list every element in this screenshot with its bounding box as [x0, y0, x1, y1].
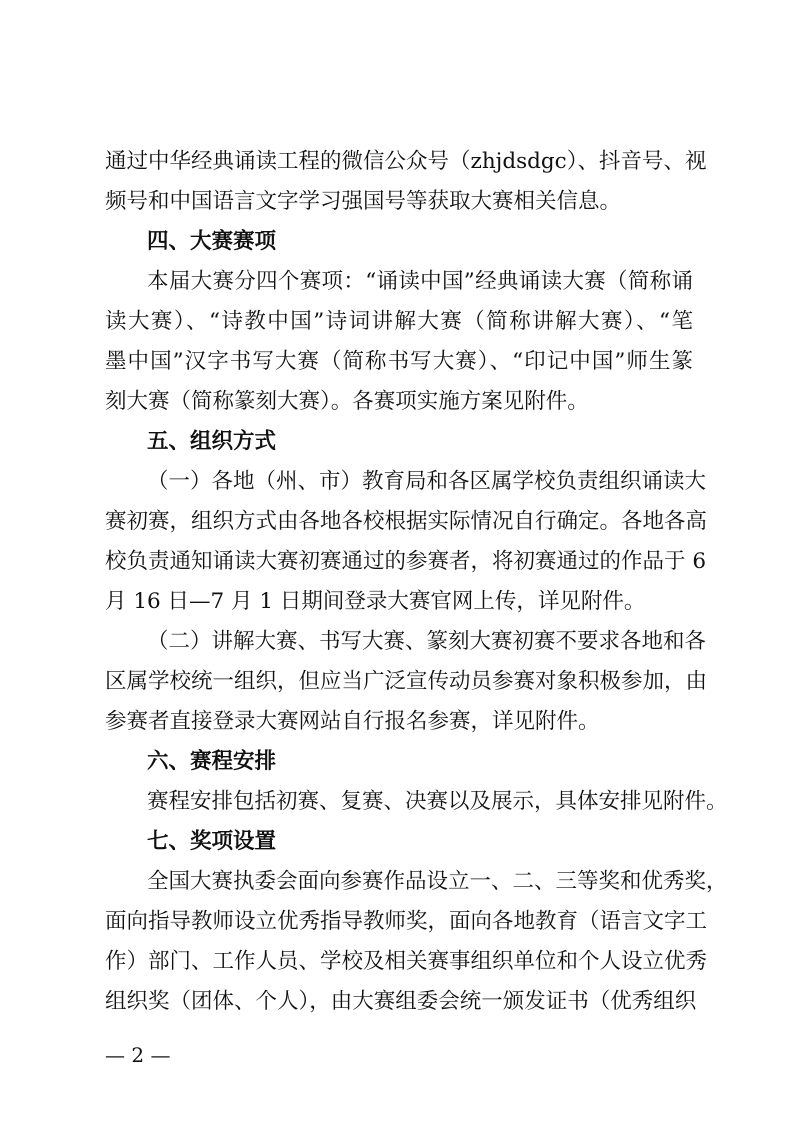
- paragraph-line: 校负责通知诵读大赛初赛通过的参赛者，将初赛通过的作品于 6: [105, 549, 707, 574]
- paragraph-line: 本届大赛分四个赛项：“诵读中国”经典诵读大赛（简称诵: [147, 269, 693, 294]
- section-heading: 五、组织方式: [147, 429, 277, 454]
- paragraph-line: 面向指导教师设立优秀指导教师奖，面向各地教育（语言文字工: [105, 909, 708, 934]
- paragraph-line: 作）部门、工作人员、学校及相关赛事组织单位和个人设立优秀: [105, 949, 708, 974]
- paragraph-line: 月 16 日—7 月 1 日期间登录大赛官网上传，详见附件。: [105, 589, 646, 614]
- paragraph-line: 通过中华经典诵读工程的微信公众号（zhjdsdgc）、抖音号、视: [105, 149, 707, 174]
- paragraph-line: 赛初赛，组织方式由各地各校根据实际情况自行确定。各地各高: [105, 509, 708, 534]
- paragraph-line: 区属学校统一组织，但应当广泛宣传动员参赛对象积极参加，由: [105, 669, 708, 694]
- paragraph-line: 刻大赛（简称篆刻大赛）。各赛项实施方案见附件。: [105, 389, 589, 414]
- paragraph-line: 频号和中国语言文字学习强国号等获取大赛相关信息。: [105, 189, 622, 214]
- paragraph-line: 赛程安排包括初赛、复赛、决赛以及展示，具体安排见附件。: [147, 789, 728, 814]
- paragraph-line: 读大赛）、“诗教中国”诗词讲解大赛（简称讲解大赛）、“笔: [105, 309, 693, 334]
- paragraph-line: 组织奖（团体、个人），由大赛组委会统一颁发证书（优秀组织: [105, 989, 697, 1014]
- section-heading: 六、赛程安排: [147, 749, 277, 774]
- section-heading: 七、奖项设置: [147, 829, 277, 854]
- paragraph-line: 参赛者直接登录大赛网站自行报名参赛，详见附件。: [105, 709, 600, 734]
- section-heading: 四、大赛赛项: [147, 229, 277, 254]
- paragraph-line: 全国大赛执委会面向参赛作品设立一、二、三等奖和优秀奖，: [147, 869, 728, 894]
- page-number: — 2 —: [105, 1043, 171, 1067]
- paragraph-line: （一）各地（州、市）教育局和各区属学校负责组织诵读大: [147, 469, 707, 494]
- paragraph-line: 墨中国”汉字书写大赛（简称书写大赛）、“印记中国”师生篆: [105, 349, 693, 374]
- paragraph-line: （二）讲解大赛、书写大赛、篆刻大赛初赛不要求各地和各: [147, 629, 707, 654]
